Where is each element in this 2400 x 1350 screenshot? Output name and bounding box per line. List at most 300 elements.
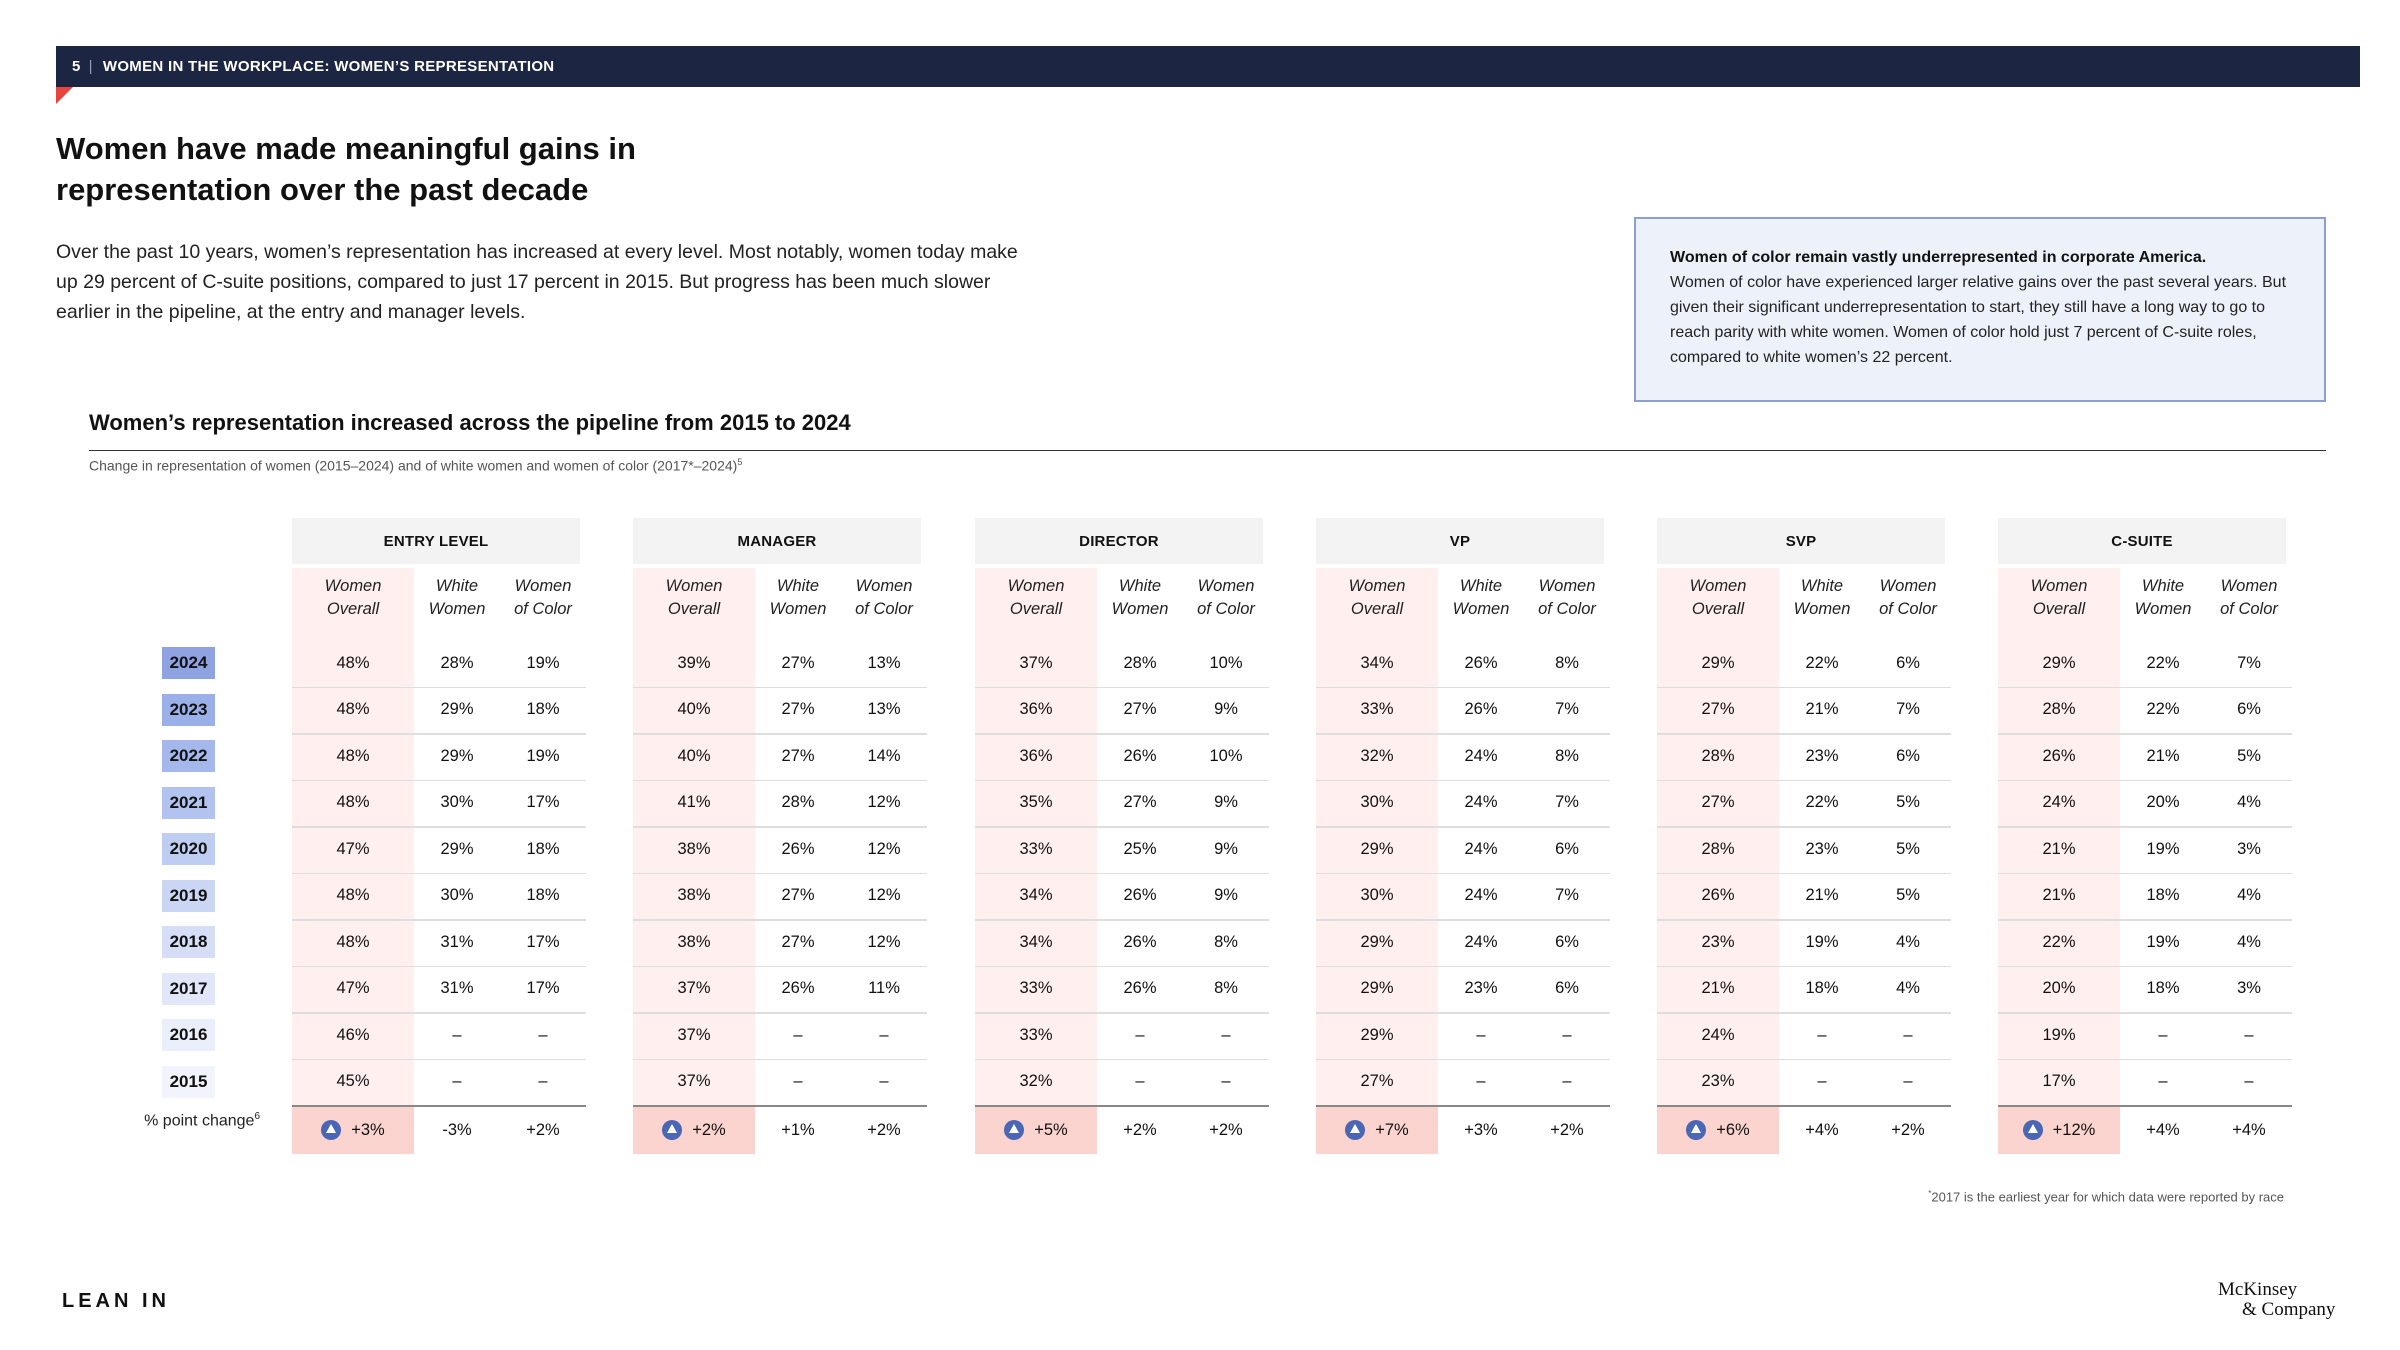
callout-title: Women of color remain vastly underrepresented in corporate America.	[1670, 249, 2207, 266]
value-cell-vp-women-overall-2015: 27%	[1360, 1072, 1394, 1090]
column-header-women-of-color-svp	[1865, 575, 1951, 631]
value-cell-manager-women-of-color-2024: 13%	[867, 653, 901, 672]
row-divider	[292, 873, 586, 875]
point-change-value: +4%	[2232, 1120, 2266, 1139]
value-cell-c-suite-women-overall-2015: 17%	[2042, 1072, 2076, 1090]
point-change-svp-women-of-color	[1865, 1108, 1951, 1152]
value-cell-svp-women-overall-2016: 24%	[1701, 1025, 1735, 1044]
up-arrow-icon	[321, 1120, 341, 1140]
point-change-value: +7%	[1375, 1120, 1409, 1139]
point-change-label	[100, 1111, 260, 1130]
column-header-line1: Women	[2030, 577, 2088, 595]
up-arrow-icon	[1686, 1120, 1706, 1140]
value-cell-manager-white-women-2022: 27%	[781, 746, 815, 765]
column-header-women-of-color-c-suite	[2206, 575, 2292, 631]
value-cell-manager-white-women-2018: 27%	[781, 932, 815, 951]
column-header-line1: Women	[1348, 577, 1406, 595]
year-label-2018: 2018	[162, 926, 215, 958]
row-divider	[1657, 826, 1951, 828]
value-cell-svp-women-overall-2017: 21%	[1701, 979, 1735, 997]
value-cell-c-suite-women-of-color-2019: 4%	[2237, 886, 2261, 904]
callout-box	[1634, 217, 2326, 402]
row-divider	[1316, 1059, 1610, 1061]
row-divider	[1316, 687, 1610, 689]
value-cell-entry-level-women-of-color-2020: 18%	[526, 839, 560, 858]
row-divider	[633, 733, 927, 735]
value-cell-svp-women-of-color-2024: 6%	[1896, 653, 1920, 672]
value-cell-vp-white-women-2021: 24%	[1464, 793, 1498, 811]
value-cell-manager-women-of-color-2016: –	[879, 1025, 889, 1044]
value-cell-svp-women-of-color-2015: –	[1903, 1072, 1913, 1090]
value-cell-c-suite-women-of-color-2015: –	[2244, 1072, 2254, 1090]
value-cell-entry-level-women-overall-2018: 48%	[336, 932, 370, 951]
value-cell-vp-women-overall-2023: 33%	[1360, 700, 1394, 718]
value-cell-manager-women-of-color-2020: 12%	[867, 839, 901, 858]
subtitle-footnote-marker: 5	[737, 457, 743, 467]
value-cell-manager-women-of-color-2019: 12%	[867, 886, 901, 904]
row-divider	[1316, 780, 1610, 782]
point-change-value: +6%	[1716, 1120, 1750, 1139]
value-cell-director-women-of-color-2022: 10%	[1209, 746, 1243, 765]
row-divider	[975, 780, 1269, 782]
column-header-line1: Women	[1538, 577, 1596, 595]
section-title: WOMEN IN THE WORKPLACE: WOMEN’S REPRESENTATION	[102, 58, 555, 75]
value-cell-vp-white-women-2022: 24%	[1464, 746, 1498, 765]
column-header-line1: Women	[665, 577, 723, 595]
row-divider	[975, 687, 1269, 689]
value-cell-director-women-overall-2023: 36%	[1019, 700, 1053, 718]
value-cell-vp-women-of-color-2021: 7%	[1555, 793, 1579, 811]
value-cell-manager-women-overall-2023: 40%	[677, 700, 711, 718]
value-cell-svp-women-overall-2015: 23%	[1701, 1072, 1735, 1090]
column-header-line1: Women	[1197, 577, 1255, 595]
point-change-manager-white-women	[755, 1108, 841, 1152]
column-header-line2: Overall	[1350, 600, 1404, 618]
value-cell-director-white-women-2017: 26%	[1123, 979, 1157, 997]
row-divider	[633, 780, 927, 782]
year-label-2023: 2023	[162, 694, 215, 726]
point-change-svp-white-women	[1779, 1108, 1865, 1152]
row-divider	[1316, 733, 1610, 735]
value-cell-svp-women-of-color-2016: –	[1903, 1025, 1913, 1044]
point-change-value: +2%	[692, 1120, 726, 1139]
value-cell-manager-women-overall-2022: 40%	[677, 746, 711, 765]
value-cell-entry-level-white-women-2022: 29%	[440, 746, 474, 765]
value-cell-c-suite-white-women-2016: –	[2158, 1025, 2168, 1044]
value-cell-vp-women-overall-2018: 29%	[1360, 932, 1394, 951]
row-divider	[1998, 1012, 2292, 1014]
value-cell-manager-women-overall-2024: 39%	[677, 653, 711, 672]
year-label-2021: 2021	[162, 787, 215, 819]
point-change-director-women-of-color	[1183, 1108, 1269, 1152]
group-header-c-suite: C-SUITE	[1998, 518, 2286, 564]
value-cell-manager-women-of-color-2018: 12%	[867, 932, 901, 951]
page-number: 5	[72, 58, 81, 75]
column-header-women-overall-director	[975, 575, 1097, 631]
value-cell-c-suite-women-overall-2016: 19%	[2042, 1025, 2076, 1044]
value-cell-svp-white-women-2019: 21%	[1805, 886, 1839, 904]
column-header-women-overall-manager	[633, 575, 755, 631]
row-divider	[633, 919, 927, 921]
year-label-2015: 2015	[162, 1066, 215, 1098]
row-divider	[1316, 966, 1610, 968]
value-cell-entry-level-white-women-2020: 29%	[440, 839, 474, 858]
value-cell-entry-level-women-of-color-2018: 17%	[526, 932, 560, 951]
row-divider	[292, 1012, 586, 1014]
value-cell-c-suite-white-women-2017: 18%	[2146, 979, 2180, 997]
value-cell-director-white-women-2024: 28%	[1123, 653, 1157, 672]
value-cell-entry-level-white-women-2021: 30%	[440, 793, 474, 811]
value-cell-entry-level-women-of-color-2019: 18%	[526, 886, 560, 904]
column-header-white-women-vp	[1438, 575, 1524, 631]
value-cell-c-suite-white-women-2023: 22%	[2146, 700, 2180, 718]
value-cell-svp-white-women-2022: 23%	[1805, 746, 1839, 765]
value-cell-entry-level-white-women-2019: 30%	[440, 886, 474, 904]
value-cell-manager-women-of-color-2022: 14%	[867, 746, 901, 765]
value-cell-svp-women-of-color-2021: 5%	[1896, 793, 1920, 811]
up-arrow-icon	[1345, 1120, 1365, 1140]
row-divider	[1316, 873, 1610, 875]
value-cell-c-suite-women-overall-2020: 21%	[2042, 839, 2076, 858]
chart-subtitle-text: Change in representation of women (2015–2024) and of white women and women of color (2017*–2024)	[89, 457, 738, 474]
value-cell-entry-level-white-women-2024: 28%	[440, 653, 474, 672]
column-header-line2: of Color	[1879, 600, 1937, 618]
year-label-2024: 2024	[162, 647, 215, 679]
value-cell-director-women-of-color-2017: 8%	[1214, 979, 1238, 997]
value-cell-entry-level-women-overall-2021: 48%	[336, 793, 370, 811]
column-header-line1: White	[2141, 577, 2185, 595]
column-header-women-overall-svp	[1657, 575, 1779, 631]
value-cell-manager-white-women-2024: 27%	[781, 653, 815, 672]
column-header-women-of-color-manager	[841, 575, 927, 631]
value-cell-c-suite-white-women-2021: 20%	[2146, 793, 2180, 811]
year-label-2020: 2020	[162, 833, 215, 865]
point-change-value: +1%	[781, 1120, 815, 1139]
value-cell-manager-women-overall-2015: 37%	[677, 1072, 711, 1090]
column-header-line2: Women	[1111, 600, 1169, 618]
point-change-c-suite-women-overall	[1998, 1108, 2120, 1152]
row-divider	[1998, 1059, 2292, 1061]
point-change-vp-women-of-color	[1524, 1108, 1610, 1152]
group-header-entry-level: ENTRY LEVEL	[292, 518, 580, 564]
section-header-bar	[56, 46, 2360, 87]
row-divider	[1657, 919, 1951, 921]
footnote	[1928, 1189, 2284, 1204]
column-header-line2: Women	[428, 600, 486, 618]
column-header-women-of-color-director	[1183, 575, 1269, 631]
value-cell-entry-level-women-of-color-2024: 19%	[526, 653, 560, 672]
value-cell-c-suite-white-women-2024: 22%	[2146, 653, 2180, 672]
row-divider	[975, 873, 1269, 875]
value-cell-director-women-of-color-2015: –	[1221, 1072, 1231, 1090]
value-cell-entry-level-white-women-2015: –	[452, 1072, 462, 1090]
value-cell-entry-level-women-overall-2024: 48%	[336, 653, 370, 672]
value-cell-c-suite-white-women-2018: 19%	[2146, 932, 2180, 951]
value-cell-manager-women-overall-2018: 38%	[677, 932, 711, 951]
up-arrow-icon	[2023, 1120, 2043, 1140]
point-change-value: +2%	[867, 1120, 901, 1139]
row-divider	[633, 873, 927, 875]
column-header-line2: of Color	[1197, 600, 1255, 618]
value-cell-c-suite-white-women-2015: –	[2158, 1072, 2168, 1090]
table-baseline	[1657, 1105, 1951, 1107]
value-cell-vp-women-overall-2017: 29%	[1360, 979, 1394, 997]
column-header-line2: Overall	[2032, 600, 2086, 618]
point-change-manager-women-of-color	[841, 1108, 927, 1152]
point-change-value: +2%	[1209, 1120, 1243, 1139]
row-divider	[975, 733, 1269, 735]
column-header-line1: Women	[2220, 577, 2278, 595]
column-header-line2: Overall	[326, 600, 380, 618]
value-cell-entry-level-white-women-2016: –	[452, 1025, 462, 1044]
row-divider	[1316, 1012, 1610, 1014]
value-cell-director-women-overall-2019: 34%	[1019, 886, 1053, 904]
value-cell-entry-level-women-overall-2017: 47%	[336, 979, 370, 997]
row-divider	[1998, 733, 2292, 735]
value-cell-svp-white-women-2024: 22%	[1805, 653, 1839, 672]
value-cell-director-white-women-2018: 26%	[1123, 932, 1157, 951]
value-cell-svp-women-overall-2024: 29%	[1701, 653, 1735, 672]
value-cell-svp-white-women-2015: –	[1817, 1072, 1827, 1090]
point-change-director-women-overall	[975, 1108, 1097, 1152]
value-cell-c-suite-women-overall-2022: 26%	[2042, 746, 2076, 765]
row-divider	[292, 966, 586, 968]
value-cell-manager-white-women-2017: 26%	[781, 979, 815, 997]
value-cell-director-women-overall-2018: 34%	[1019, 932, 1053, 951]
value-cell-c-suite-women-of-color-2024: 7%	[2237, 653, 2261, 672]
column-header-line1: Women	[1007, 577, 1065, 595]
value-cell-svp-white-women-2018: 19%	[1805, 932, 1839, 951]
point-change-value: +4%	[1805, 1120, 1839, 1139]
row-divider	[1998, 873, 2292, 875]
value-cell-entry-level-women-of-color-2023: 18%	[526, 700, 560, 718]
value-cell-vp-white-women-2017: 23%	[1464, 979, 1498, 997]
column-header-women-of-color-vp	[1524, 575, 1610, 631]
table-baseline	[1998, 1105, 2292, 1107]
value-cell-svp-white-women-2020: 23%	[1805, 839, 1839, 858]
column-header-line2: of Color	[1538, 600, 1596, 618]
row-divider	[1657, 780, 1951, 782]
value-cell-svp-women-of-color-2022: 6%	[1896, 746, 1920, 765]
value-cell-svp-women-overall-2021: 27%	[1701, 793, 1735, 811]
value-cell-manager-white-women-2019: 27%	[781, 886, 815, 904]
point-change-value: +5%	[1034, 1120, 1068, 1139]
value-cell-c-suite-women-of-color-2016: –	[2244, 1025, 2254, 1044]
row-divider	[1657, 687, 1951, 689]
row-divider	[633, 826, 927, 828]
value-cell-svp-white-women-2017: 18%	[1805, 979, 1839, 997]
point-change-value: +4%	[2146, 1120, 2180, 1139]
column-header-line1: White	[435, 577, 479, 595]
table-baseline	[633, 1105, 927, 1107]
year-label-2017: 2017	[162, 973, 215, 1005]
row-divider	[633, 687, 927, 689]
value-cell-vp-women-of-color-2018: 6%	[1555, 932, 1579, 951]
row-divider	[633, 1059, 927, 1061]
row-divider	[1998, 826, 2292, 828]
value-cell-svp-women-overall-2020: 28%	[1701, 839, 1735, 858]
table-baseline	[975, 1105, 1269, 1107]
column-header-white-women-director	[1097, 575, 1183, 631]
chart-subtitle	[89, 457, 742, 474]
value-cell-svp-white-women-2016: –	[1817, 1025, 1827, 1044]
value-cell-vp-white-women-2018: 24%	[1464, 932, 1498, 951]
value-cell-director-women-of-color-2020: 9%	[1214, 839, 1238, 858]
row-divider	[1657, 966, 1951, 968]
footnote-marker: *	[1928, 1189, 1932, 1198]
column-header-line1: White	[1118, 577, 1162, 595]
point-change-entry-level-women-overall	[292, 1108, 414, 1152]
up-arrow-icon	[662, 1120, 682, 1140]
row-divider	[1657, 1059, 1951, 1061]
value-cell-c-suite-women-overall-2017: 20%	[2042, 979, 2076, 997]
value-cell-manager-white-women-2023: 27%	[781, 700, 815, 718]
value-cell-manager-women-of-color-2015: –	[879, 1072, 889, 1090]
value-cell-c-suite-women-of-color-2017: 3%	[2237, 979, 2261, 997]
column-header-line1: White	[776, 577, 820, 595]
value-cell-director-women-of-color-2016: –	[1221, 1025, 1231, 1044]
point-change-value: +3%	[351, 1120, 385, 1139]
year-label-2016: 2016	[162, 1019, 215, 1051]
column-header-line2: Overall	[1691, 600, 1745, 618]
column-header-line1: Women	[514, 577, 572, 595]
row-divider	[1657, 1012, 1951, 1014]
value-cell-svp-women-of-color-2023: 7%	[1896, 700, 1920, 718]
column-header-line2: Overall	[1009, 600, 1063, 618]
point-change-entry-level-women-of-color	[500, 1108, 586, 1152]
footnote-text: 2017 is the earliest year for which data were reported by race	[1931, 1189, 2284, 1205]
value-cell-vp-women-of-color-2015: –	[1562, 1072, 1572, 1090]
value-cell-director-white-women-2016: –	[1135, 1025, 1145, 1044]
value-cell-manager-women-of-color-2017: 11%	[868, 979, 900, 997]
column-header-women-overall-vp	[1316, 575, 1438, 631]
value-cell-director-women-overall-2021: 35%	[1019, 793, 1053, 811]
row-divider	[292, 919, 586, 921]
value-cell-svp-women-overall-2019: 26%	[1701, 886, 1735, 904]
row-divider	[1998, 687, 2292, 689]
row-divider	[1657, 873, 1951, 875]
value-cell-manager-women-overall-2020: 38%	[677, 839, 711, 858]
value-cell-entry-level-women-overall-2020: 47%	[336, 839, 370, 858]
value-cell-vp-white-women-2016: –	[1476, 1025, 1486, 1044]
row-divider	[292, 687, 586, 689]
value-cell-vp-women-overall-2020: 29%	[1360, 839, 1394, 858]
value-cell-c-suite-women-overall-2024: 29%	[2042, 653, 2076, 672]
column-header-line2: of Color	[855, 600, 913, 618]
value-cell-entry-level-women-of-color-2015: –	[538, 1072, 548, 1090]
row-divider	[292, 733, 586, 735]
value-cell-director-women-overall-2017: 33%	[1019, 979, 1053, 997]
column-header-white-women-c-suite	[2120, 575, 2206, 631]
point-change-svp-women-overall	[1657, 1108, 1779, 1152]
value-cell-director-women-of-color-2023: 9%	[1214, 700, 1238, 718]
value-cell-svp-women-of-color-2017: 4%	[1896, 979, 1920, 997]
value-cell-vp-women-of-color-2019: 7%	[1555, 886, 1579, 904]
table-baseline	[292, 1105, 586, 1107]
page-title: Women have made meaningful gains in representation over the past decade	[56, 131, 636, 207]
value-cell-vp-women-overall-2024: 34%	[1360, 653, 1394, 672]
value-cell-director-women-overall-2020: 33%	[1019, 839, 1053, 858]
mckinsey-logo	[2218, 1280, 2348, 1320]
column-header-women-overall-c-suite	[1998, 575, 2120, 631]
lean-in-logo	[62, 1290, 170, 1313]
column-header-line1: Women	[1879, 577, 1937, 595]
value-cell-vp-women-of-color-2016: –	[1562, 1025, 1572, 1044]
point-change-value: +2%	[1891, 1120, 1925, 1139]
value-cell-vp-white-women-2019: 24%	[1464, 886, 1498, 904]
column-header-line1: Women	[1689, 577, 1747, 595]
row-divider	[292, 780, 586, 782]
point-change-entry-level-white-women	[414, 1108, 500, 1152]
column-header-line1: Women	[855, 577, 913, 595]
row-divider	[1998, 780, 2292, 782]
point-change-vp-white-women	[1438, 1108, 1524, 1152]
value-cell-director-women-overall-2022: 36%	[1019, 746, 1053, 765]
row-divider	[975, 1012, 1269, 1014]
column-header-line1: White	[1800, 577, 1844, 595]
column-header-line2: Women	[1452, 600, 1510, 618]
value-cell-manager-white-women-2016: –	[793, 1025, 803, 1044]
value-cell-entry-level-women-overall-2022: 48%	[336, 746, 370, 765]
column-header-white-women-entry-level	[414, 575, 500, 631]
value-cell-c-suite-white-women-2020: 19%	[2146, 839, 2180, 858]
value-cell-manager-women-of-color-2021: 12%	[867, 793, 901, 811]
column-header-line2: of Color	[2220, 600, 2278, 618]
row-divider	[292, 1059, 586, 1061]
chart-title: Women’s representation increased across the pipeline from 2015 to 2024	[89, 410, 851, 435]
table-baseline	[1316, 1105, 1610, 1107]
row-divider	[975, 826, 1269, 828]
row-divider	[975, 919, 1269, 921]
value-cell-director-white-women-2020: 25%	[1123, 839, 1157, 858]
group-header-svp: SVP	[1657, 518, 1945, 564]
value-cell-vp-white-women-2024: 26%	[1464, 653, 1498, 672]
point-change-value: +2%	[526, 1120, 560, 1139]
value-cell-c-suite-women-overall-2023: 28%	[2042, 700, 2076, 718]
group-header-manager: MANAGER	[633, 518, 921, 564]
value-cell-director-women-of-color-2021: 9%	[1214, 793, 1238, 811]
up-arrow-icon	[1004, 1120, 1024, 1140]
point-change-value: -3%	[442, 1120, 472, 1139]
value-cell-vp-women-overall-2021: 30%	[1360, 793, 1394, 811]
value-cell-entry-level-women-overall-2016: 46%	[336, 1025, 370, 1044]
value-cell-svp-women-overall-2023: 27%	[1701, 700, 1735, 718]
value-cell-c-suite-women-overall-2018: 22%	[2042, 932, 2076, 951]
point-change-value: +12%	[2052, 1120, 2096, 1139]
value-cell-entry-level-women-of-color-2017: 17%	[526, 979, 560, 997]
year-label-2019: 2019	[162, 880, 215, 912]
column-header-white-women-svp	[1779, 575, 1865, 631]
value-cell-entry-level-women-overall-2015: 45%	[336, 1072, 370, 1090]
value-cell-director-white-women-2015: –	[1135, 1072, 1145, 1090]
row-divider	[292, 826, 586, 828]
group-header-vp: VP	[1316, 518, 1604, 564]
mckinsey-logo-line2: & Company	[2242, 1299, 2336, 1320]
value-cell-manager-women-of-color-2023: 13%	[867, 700, 901, 718]
value-cell-c-suite-white-women-2022: 21%	[2146, 746, 2180, 765]
row-divider	[633, 1012, 927, 1014]
value-cell-svp-white-women-2023: 21%	[1805, 700, 1839, 718]
point-change-director-white-women	[1097, 1108, 1183, 1152]
point-change-label-text: % point change	[144, 1112, 255, 1130]
group-header-director: DIRECTOR	[975, 518, 1263, 564]
value-cell-vp-women-of-color-2017: 6%	[1555, 979, 1579, 997]
value-cell-entry-level-white-women-2017: 31%	[440, 979, 474, 997]
value-cell-director-white-women-2021: 27%	[1123, 793, 1157, 811]
value-cell-vp-women-of-color-2020: 6%	[1555, 839, 1579, 858]
value-cell-c-suite-women-of-color-2023: 6%	[2237, 700, 2261, 718]
point-change-c-suite-women-of-color	[2206, 1108, 2292, 1152]
